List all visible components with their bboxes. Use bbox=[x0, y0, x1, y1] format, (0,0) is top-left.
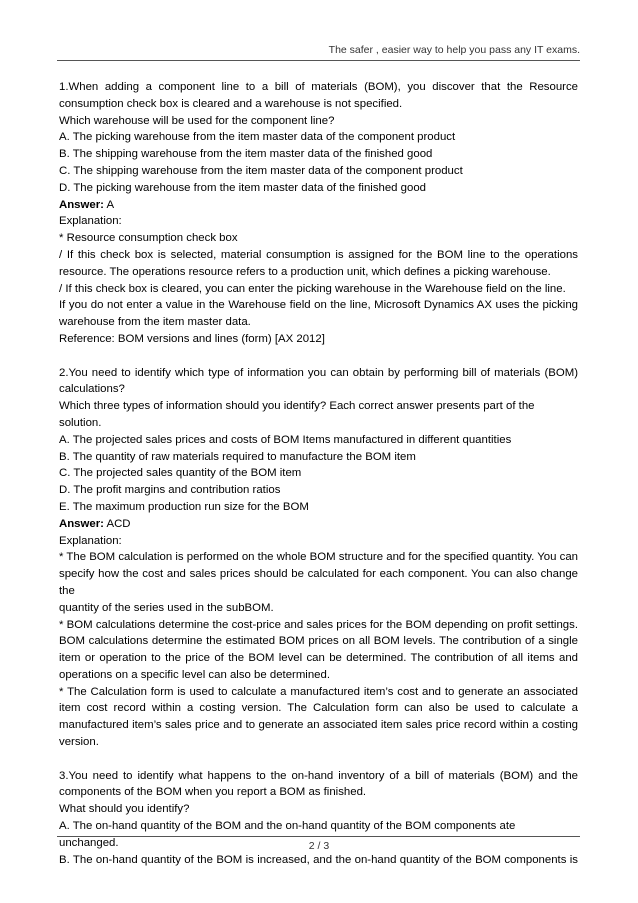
q1-explanation-line: * Resource consumption check box bbox=[59, 232, 238, 245]
header-divider bbox=[57, 60, 580, 61]
q2-answer bbox=[59, 516, 578, 533]
footer-divider bbox=[57, 836, 580, 837]
q1-option-c: C. The shipping warehouse from the item master data of the component product bbox=[59, 164, 463, 177]
q2-stem-line-2: calculations? bbox=[59, 383, 125, 396]
q3-option-a: A. The on-hand quantity of the BOM and the on-hand quantity of the BOM components ate unchanged. bbox=[59, 820, 516, 849]
document-body bbox=[59, 79, 578, 868]
q2-explanation-line: operations on a specific level can also be determined. bbox=[59, 668, 331, 681]
q2-explanation-line: item or operation to the price of the BOM level can be determined. The contribution of all items and bbox=[59, 652, 578, 665]
spacer bbox=[59, 348, 578, 365]
q1-question: Which warehouse will be used for the component line? bbox=[59, 114, 335, 127]
q2-stem-line-1: 2.You need to identify which type of information you can obtain by performing bill of materials (BOM) bbox=[59, 366, 578, 379]
q2-option-c: C. The projected sales quantity of the BOM item bbox=[59, 467, 302, 480]
q2-explanation-line: * The Calculation form is used to calculate a manufactured item’s cost and to generate an associated bbox=[59, 685, 578, 698]
q2-option-b: B. The quantity of raw materials required to manufacture the BOM item bbox=[59, 450, 416, 463]
q1-answer-value: A bbox=[103, 198, 115, 211]
q2-answer-label: Answer: bbox=[59, 517, 104, 530]
page-number: 2 / 3 bbox=[308, 840, 330, 852]
q1-option-a: A. The picking warehouse from the item master data of the component product bbox=[59, 131, 456, 144]
q2-question: Which three types of information should you identify? Each correct answer presents part of the solution. bbox=[59, 400, 535, 429]
q2-explanation-line: item cost record within a costing version. The Calculation form can also be used to calculate a bbox=[59, 702, 578, 715]
q2-explanation-line: version. bbox=[59, 736, 99, 749]
q2-option-a: A. The projected sales prices and costs of BOM Items manufactured in different quantities bbox=[59, 433, 512, 446]
q2-explanation-line: quantity of the series used in the subBOM. bbox=[59, 601, 274, 614]
q2-explanation-label: Explanation: bbox=[59, 534, 122, 547]
q1-answer-label: Answer: bbox=[59, 198, 104, 211]
q1-reference: Reference: BOM versions and lines (form) [AX 2012] bbox=[59, 332, 325, 345]
spacer bbox=[59, 751, 578, 768]
q1-explanation-label: Explanation: bbox=[59, 215, 122, 228]
q3-stem-line-1: 3.You need to identify what happens to the on-hand inventory of a bill of materials (BOM) and the bbox=[59, 769, 578, 782]
q3-question: What should you identify? bbox=[59, 803, 190, 816]
q2-explanation-line: * The BOM calculation is performed on the whole BOM structure and for the specified quantity. You can bbox=[59, 551, 578, 564]
q1-option-b: B. The shipping warehouse from the item master data of the finished good bbox=[59, 148, 433, 161]
page-header: The safer , easier way to help you pass any IT exams. bbox=[328, 44, 580, 56]
q1-explanation-line: / If this check box is cleared, you can enter the picking warehouse in the Warehouse field on the line. bbox=[59, 282, 566, 295]
q1-stem-line-2: consumption check box is cleared and a warehouse is not specified. bbox=[59, 97, 403, 110]
q1-explanation-line: If you do not enter a value in the Warehouse field on the line, Microsoft Dynamics AX uses the picking bbox=[59, 299, 578, 312]
q1-explanation-line: warehouse from the item master data. bbox=[59, 316, 251, 329]
q2-explanation-line: manufactured item’s sales price and to generate an associated item sales price record within a costing bbox=[59, 719, 578, 732]
q2-option-e: E. The maximum production run size for the BOM bbox=[59, 500, 309, 513]
q1-explanation-line: / If this check box is selected, material consumption is assigned for the BOM line to the operations bbox=[59, 248, 578, 261]
q2-answer-value: ACD bbox=[103, 517, 131, 530]
q3-stem-line-2: components of the BOM when you report a BOM as finished. bbox=[59, 786, 367, 799]
q2-explanation-line: * BOM calculations determine the cost-price and sales prices for the BOM depending on profit settings. bbox=[59, 618, 578, 631]
q2-explanation-line: BOM calculations determine the estimated BOM prices on all BOM levels. The contribution of a single bbox=[59, 635, 578, 648]
q1-option-d: D. The picking warehouse from the item master data of the finished good bbox=[59, 181, 427, 194]
q1-stem-line-1: 1.When adding a component line to a bill of materials (BOM), you discover that the Resource bbox=[59, 81, 578, 93]
q2-explanation-line: specify how the cost and sales prices should be calculated for each component. You can also change the bbox=[59, 568, 578, 597]
q1-explanation-line: resource. The operations resource refers to a production unit, which defines a picking warehouse. bbox=[59, 265, 551, 278]
q1-answer bbox=[59, 197, 578, 214]
q3-option-b: B. The on-hand quantity of the BOM is increased, and the on-hand quantity of the BOM components is bbox=[59, 853, 578, 866]
q2-option-d: D. The profit margins and contribution ratios bbox=[59, 484, 281, 497]
